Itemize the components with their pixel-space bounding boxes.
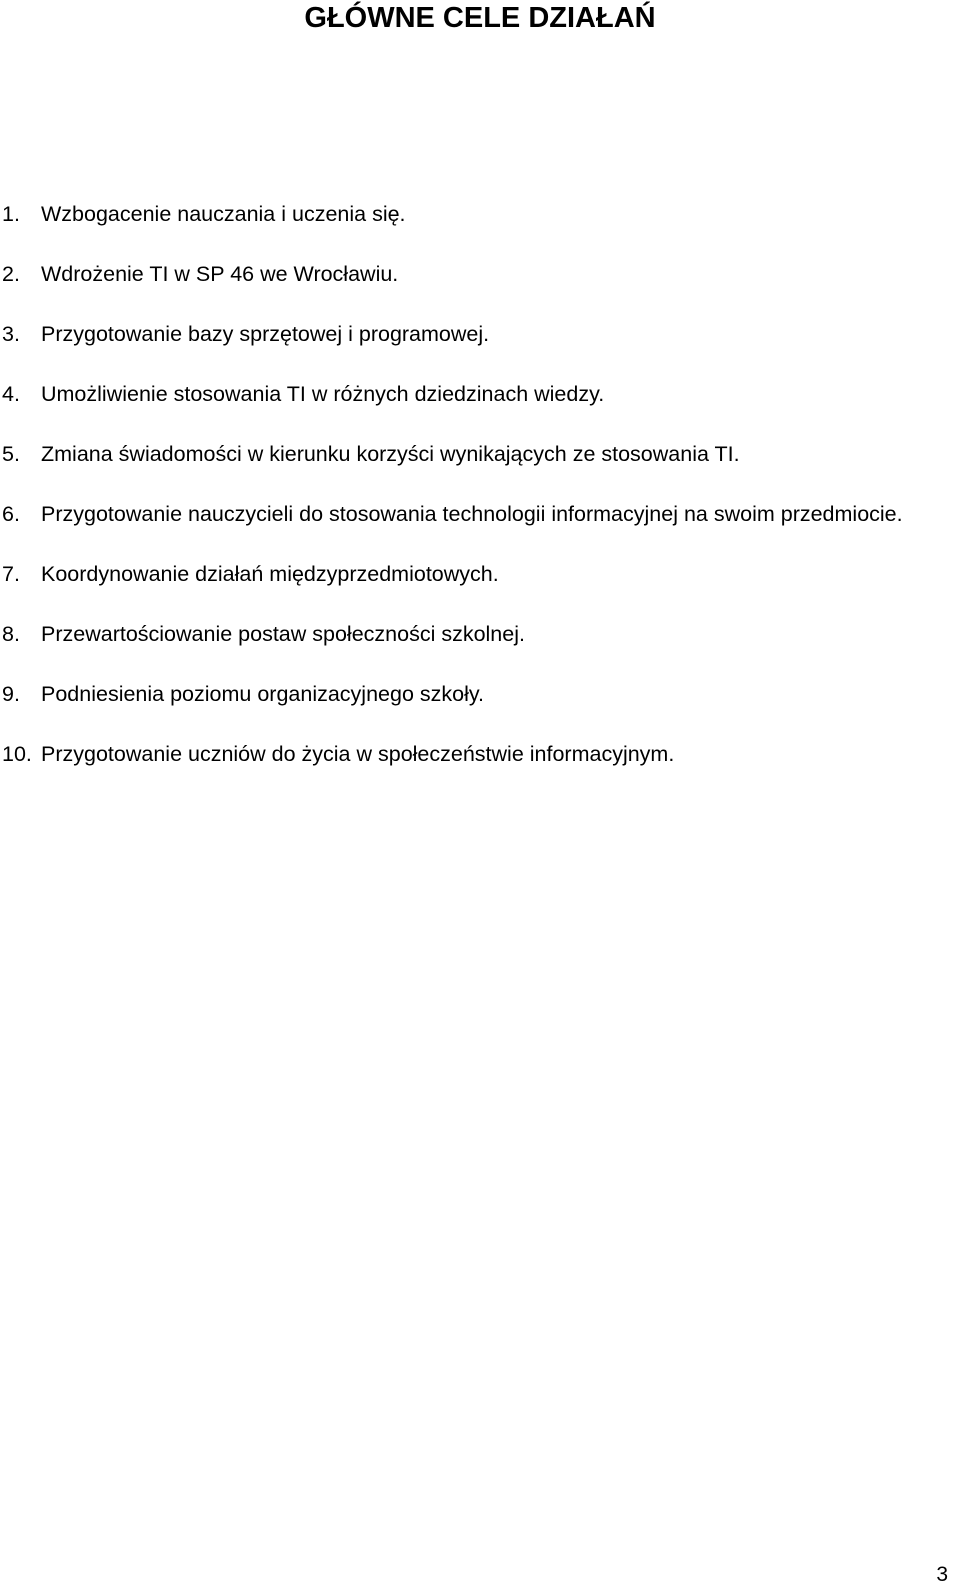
list-item-number: 6. (2, 502, 20, 526)
list-item (0, 724, 960, 784)
list-item-number: 1. (2, 202, 20, 226)
list-item-number: 2. (2, 262, 20, 286)
list-item (0, 544, 960, 604)
list-item (0, 424, 960, 484)
list-item-number: 3. (2, 322, 20, 346)
list-item (0, 364, 960, 424)
list-item-text: Przygotowanie nauczycieli do stosowania technologii informacyjnej na swoim przedmiocie. (41, 502, 903, 526)
list-item-text: Wdrożenie TI w SP 46 we Wrocławiu. (41, 262, 399, 286)
list-item-text: Zmiana świadomości w kierunku korzyści wynikających ze stosowania TI. (41, 442, 740, 466)
list-item (0, 604, 960, 664)
list-item-text: Koordynowanie działań międzyprzedmiotowych. (41, 562, 499, 586)
list-item-text: Przygotowanie uczniów do życia w społeczeństwie informacyjnym. (41, 742, 675, 766)
list-item (0, 484, 960, 544)
list-item-number: 8. (2, 622, 20, 646)
list-item-number: 10. (2, 742, 32, 766)
list-item (0, 664, 960, 724)
list-item-number: 7. (2, 562, 20, 586)
list-item (0, 244, 960, 304)
list-item-text: Podniesienia poziomu organizacyjnego szkoły. (41, 682, 484, 706)
list-item-text: Przygotowanie bazy sprzętowej i programowej. (41, 322, 490, 346)
goal-list (0, 184, 960, 784)
list-item-number: 4. (2, 382, 20, 406)
list-item-text: Przewartościowanie postaw społeczności szkolnej. (41, 622, 525, 646)
list-item-number: 5. (2, 442, 20, 466)
list-item (0, 184, 960, 244)
list-item-text: Umożliwienie stosowania TI w różnych dziedzinach wiedzy. (41, 382, 605, 406)
list-item-text: Wzbogacenie nauczania i uczenia się. (41, 202, 406, 226)
list-item (0, 304, 960, 364)
page-title: GŁÓWNE CELE DZIAŁAŃ (304, 2, 656, 34)
list-item-number: 9. (2, 682, 20, 706)
page-number: 3 (936, 1563, 948, 1586)
